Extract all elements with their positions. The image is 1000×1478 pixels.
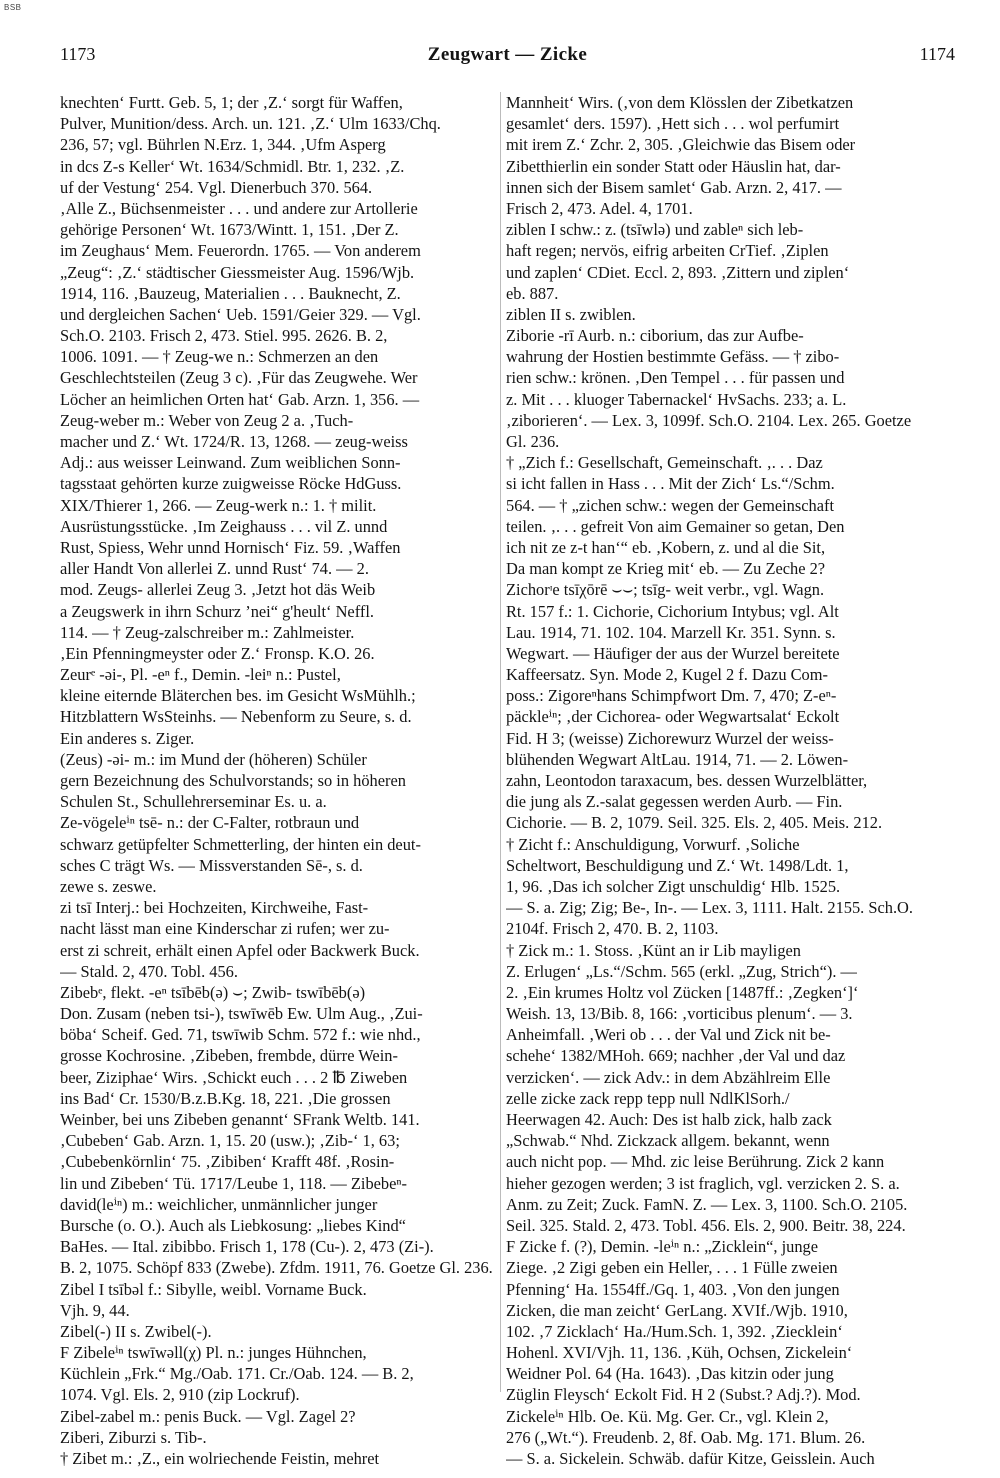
text-line: Pfenning‘ Ha. 1554ff./Gq. 1, 403. ‚Von den jungen [506,1279,840,1299]
text-line: ziblen II s. zwiblen. [506,304,636,324]
text-line: haft regen; nervös, eifrig arbeiten CrTief. ‚Ziplen [506,241,829,261]
text-line: sches C trägt Ws. — Missverstanden Sē-, s. d. [60,855,363,875]
text-line: innen sich der Bisem samlet‘ Gab. Arzn. 2, 417. — [506,177,842,197]
text-line: Ausrüstungsstücke. ‚Im Zeighauss . . . vil Z. unnd [60,516,388,536]
text-line: david(leⁱⁿ) m.: weichlicher, unmännlicher junger [60,1194,378,1214]
text-line: päckleⁱⁿ; ‚der Cichorea- oder Wegwartsalat‘ Eckolt [506,707,840,727]
text-line: Bursche (o. O.). Auch als Liebkosung: „liebes Kind“ [60,1215,406,1235]
text-line: 114. — † Zeug-zalschreiber m.: Zahlmeister. [60,622,355,642]
text-line: Heerwagen 42. Auch: Des ist halb zick, halb zack [506,1110,832,1129]
text-line: 1914, 116. ‚Bauzeug, Materialien . . . Bauknecht, Z. [60,283,401,303]
text-line: Ziege. ‚2 Zigi geben ein Heller, . . . 1 Fülle zweien [506,1258,838,1278]
text-line: „Zeug“: ‚Z.‘ städtischer Giessmeister Aug. 1596/Wjb. [60,262,415,282]
text-line: zahn, Leontodon taraxacum, bes. dessen Wurzelblätter, [506,771,868,790]
text-line: † Zick m.: 1. Stoss. ‚Künt an ir Lib mayligen [506,940,801,960]
text-line: B. 2, 1075. Schöpf 833 (Zwebe). Zfdm. 1911, 76. Goetze Gl. 236. [60,1258,493,1278]
text-line: ‚Alle Z., Büchsenmeister . . . und andere zur Artollerie [60,198,418,218]
text-line: Züglin Fleysch‘ Eckolt Fid. H 2 (Subst.? Adj.?). Mod. [506,1385,861,1405]
text-line: F Zibeleⁱⁿ tswīwəll(χ) Pl. n.: junges Hühnchen, [60,1343,367,1363]
text-line: verzicken‘. — zick Adv.: in dem Abzählreim Elle [506,1067,831,1087]
text-line: ‚Cubebenkörnlin‘ 75. ‚Zibiben‘ Krafft 48f. ‚Rosin- [60,1152,395,1172]
text-line: 276 („Wt.“). Freudenb. 2, 8f. Oab. Mg. 171. Blum. 26. [506,1427,866,1447]
text-line: „Schwab.“ Nhd. Zickzack allgem. bekannt, wenn [506,1131,830,1151]
text-line: Mannheit‘ Wirs. (‚von dem Klösslen der Zibetkatzen [506,93,854,112]
text-line: böba‘ Scheif. Ged. 71, tswīwib Schm. 572 f.: wie nhd., [60,1025,421,1045]
page-number-left: 1173 [60,44,96,64]
text-line: und dergleichen Sachen‘ Ueb. 1591/Geier 329. — Vgl. [60,304,421,324]
text-line: kleine eiternde Bläterchen bes. im Gesicht WsMühlh.; [60,686,416,706]
text-line: 2. ‚Ein krumes Holtz vol Zücken [1487ff.: ‚Zegken‘]‘ [506,982,859,1002]
text-line: Ze-vögeleⁱⁿ tsē- n.: der C-Falter, rotbraun und [60,813,360,833]
text-line: Anheimfall. ‚Weri ob . . . der Val und Zick nit be- [506,1025,831,1045]
text-line: auch nicht pop. — Mhd. zic leise Berührung. Zick 2 kann [506,1152,885,1172]
text-line: Weinber, bei uns Zibeben genannt‘ SFrank Weltb. 141. [60,1110,420,1129]
text-line: beer, Ziziphae‘ Wirs. ‚Schickt euch . . . 2 ℔ Ziweben [60,1067,408,1087]
text-line: mit irem Z.‘ Zchr. 2, 305. ‚Gleichwie das Bisem oder [506,135,856,155]
text-line: Zibel I tsībəl f.: Sibylle, weibl. Vorname Buck. [60,1279,367,1299]
text-line: Zeug-weber m.: Weber von Zeug 2 a. ‚Tuch- [60,410,354,430]
text-line: a Zeugswerk in ihrn Schurz ’nei“ g'heult‘ Neffl. [60,601,374,621]
text-line: Ziborie -rī Aurb. n.: ciborium, das zur Aufbe- [506,326,804,346]
library-stamp: BSB [4,3,22,12]
text-line: Küchlein „Frk.“ Mg./Oab. 171. Cr./Oab. 124. — B. 2, [60,1364,414,1384]
text-line: Weidner Pol. 64 (Ha. 1643). ‚Das kitzin oder jung [506,1364,834,1384]
text-line: Zibel-zabel m.: penis Buck. — Vgl. Zagel 2? [60,1406,356,1426]
text-line: 1074. Vgl. Els. 2, 910 (zip Lockruf). [60,1385,300,1405]
text-line: Zibebᵉ, flekt. -eⁿ tsībēb(ə) ⌣; Zwib- tswībēb(ə) [60,982,366,1002]
text-line: blühenden Wegwart AltLau. 1914, 71. — 2. Löwen- [506,749,849,769]
text-line: Weish. 13, 13/Bib. 8, 166: ‚vorticibus plenum‘. — 3. [506,1004,853,1024]
text-line: Zeurᵉ -əi-, Pl. -eⁿ f., Demin. -leiⁿ n.: Pustel, [60,665,341,685]
text-line: uf der Vestung‘ 254. Vgl. Dienerbuch 370. 564. [60,177,373,197]
text-line: Rust, Spiess, Wehr unnd Hornisch‘ Fiz. 59. ‚Waffen [60,537,401,557]
text-line: Ziberi, Ziburzi s. Tib-. [60,1427,207,1447]
text-line: hieher gezogen werden; 3 ist fraglich, vgl. verzicken 2. S. a. [506,1173,900,1193]
text-line: 1006. 1091. — † Zeug-we n.: Schmerzen an den [60,347,379,367]
text-line: Frisch 2, 473. Adel. 4, 1701. [506,198,693,218]
text-line: ‚ziborieren‘. — Lex. 3, 1099f. Sch.O. 2104. Lex. 265. Goetze [506,410,912,430]
text-line: ich nit ze z-t han‘“ eb. ‚Kobern, z. und al die Sit, [506,537,826,557]
text-line: und zaplen‘ CDiet. Eccl. 2, 893. ‚Zittern und ziplen‘ [506,262,850,282]
text-line: Seil. 325. Stald. 2, 473. Tobl. 456. Els. 2, 900. Beitr. 38, 224. [506,1215,906,1235]
text-line: Don. Zusam (neben tsi-), tswīwēb Ew. Ulm Aug., ‚Zui- [60,1004,423,1024]
text-line: gehörige Personen‘ Wt. 1673/Wintt. 1, 151. ‚Der Z. [60,220,399,240]
text-line: Geschlechtsteilen (Zeug 3 c). ‚Für das Zeugwehe. Wer [60,368,418,388]
right-column [506,92,954,1469]
text-line: — Stald. 2, 470. Tobl. 456. [60,961,238,981]
text-line: tagsstaat gehörten kurze zuigweisse Röcke HdGuss. [60,474,402,494]
text-line: Wegwart. — Häufiger der aus der Wurzel bereitete [506,643,840,663]
text-line: Zibetthierlin ein sonder Statt oder Häuslin hat, dar- [506,156,841,176]
text-line: Fid. H 3; (weisse) Zichorewurz Wurzel der weiss- [506,728,834,748]
text-line: F Zicke f. (?), Demin. -leⁱⁿ n.: „Zicklein“, junge [506,1237,819,1257]
text-line: ins Bad‘ Cr. 1530/B.z.B.Kg. 18, 221. ‚Die grossen [60,1088,391,1108]
text-line: Hohenl. XVI/Vjh. 11, 136. ‚Küh, Ochsen, Zickelein‘ [506,1343,853,1363]
text-line: Zickeleⁱⁿ Hlb. Oe. Kü. Mg. Ger. Cr., vgl. Klein 2, [506,1406,829,1426]
text-line: 2104f. Frisch 2, 470. B. 2, 1103. [506,919,719,939]
text-line: Z. Erlugen‘ „Ls.“/Schm. 565 (erkl. „Zug, Strich“). — [506,961,857,981]
text-line: knechten‘ Furtt. Geb. 5, 1; der ‚Z.‘ sorgt für Waffen, [60,93,403,112]
page-header [60,44,955,72]
text-line: † Zibet m.: ‚Z., ein wolriechende Feistin, mehret [60,1449,380,1468]
text-line: 1, 96. ‚Das ich solcher Zigt unschuldig‘ Hlb. 1525. [506,876,841,896]
text-line: lin und Zibeben‘ Tü. 1717/Leube 1, 118. — Zibebeⁿ- [60,1173,408,1193]
left-column [60,92,496,1469]
text-line: Gl. 236. [506,432,560,451]
text-line: erst zi schreit, erhält einen Apfel oder Backwerk Buck. [60,940,420,960]
text-line: Schulen St., Schullehrerseminar Es. u. a. [60,792,327,812]
text-line: ziblen I schw.: z. (tsīwlə) und zableⁿ sich leb- [506,220,804,240]
text-line: Zibel(-) II s. Zwibel(-). [60,1321,212,1341]
text-line: Lau. 1914, 71. 102. 104. Marzell Kr. 351. Synn. s. [506,622,836,642]
text-line: macher und Z.‘ Wt. 1724/R. 13, 1268. — zeug-weiss [60,432,408,451]
text-line: (Zeus) -əi- m.: im Mund der (höheren) Schüler [60,749,367,769]
running-title: Zeugwart — Zicke [427,44,588,65]
text-line: gesamlet‘ ders. 1597). ‚Hett sich . . . wol perfumirt [506,114,840,134]
text-line: nacht lässt man eine Kinderschar zi rufen; wer zu- [60,919,390,939]
text-line: 564. — † „zichen schw.: wegen der Gemeinschaft [506,495,834,515]
text-line: poss.: Zigoreⁿhans Schimpfwort Dm. 7, 470; Z-eⁿ- [506,686,837,706]
text-line: teilen. ‚. . . gefreit Von aim Gemainer so getan, Den [506,516,845,536]
text-line: ‚Cubeben‘ Gab. Arzn. 1, 15. 20 (usw.); ‚Zib-‘ 1, 63; [60,1131,400,1151]
text-line: 236, 57; vgl. Bührlen N.Erz. 1, 344. ‚Ufm Asperg [60,135,386,155]
text-line: schwarz getüpfelter Schmetterling, der hinten ein deut- [60,834,421,854]
text-line: — S. a. Zig; Zig; Be-, In-. — Lex. 3, 1111. Halt. 2155. Sch.O. [506,898,913,918]
text-line: si icht fallen in Hass . . . Mit der Zich‘ Ls.“/Schm. [506,474,835,494]
text-line: Löcher an heimlichen Orten hat‘ Gab. Arzn. 1, 356. — [60,389,420,409]
text-line: Kaffeersatz. Syn. Mode 2, Kugel 2 f. Dazu Com- [506,665,828,685]
text-line: die jung als Z.-salat gegessen werden Aurb. — Fin. [506,792,843,812]
text-line: Zicken, die man zeicht‘ GerLang. XVIf./Wjb. 1910, [506,1300,848,1320]
text-line: BaHes. — Ital. zibibbo. Frisch 1, 178 (Cu-). 2, 473 (Zi-). [60,1237,434,1257]
text-line: Sch.O. 2103. Frisch 2, 473. Stiel. 995. 2626. B. 2, [60,326,388,346]
text-line: Vjh. 9, 44. [60,1300,130,1320]
text-line: zi tsī Interj.: bei Hochzeiten, Kirchweihe, Fast- [60,898,369,918]
text-line: ‚Ein Pfenningmeyster oder Z.‘ Fronsp. K.O. 26. [60,643,375,663]
text-line: zewe s. zeswe. [60,876,157,896]
text-line: Hitzblattern WsSteinhs. — Nebenform zu Seure, s. d. [60,707,412,727]
text-line: rien schw.: krönen. ‚Den Tempel . . . für passen und [506,368,845,388]
text-line: gern Bezeichnung des Schulvorstands; so in höheren [60,771,406,790]
text-line: wahrung der Hostien bestimmte Gefäss. — † zibo- [506,347,840,367]
column-divider [500,92,501,1392]
text-line: † „Zich f.: Gesellschaft, Gemeinschaft. ‚. . . Daz [506,453,823,473]
text-line: Adj.: aus weisser Leinwand. Zum weiblichen Sonn- [60,453,401,473]
text-line: Zichorᶦe tsīχōrē ⌣⌣; tsīg- weit verbr., vgl. Wagn. [506,580,825,600]
text-line: Rt. 157 f.: 1. Cichorie, Cichorium Intybus; vgl. Alt [506,601,839,621]
text-line: † Zicht f.: Anschuldigung, Vorwurf. ‚Soliche [506,834,800,854]
text-line: Ein anderes s. Ziger. [60,728,195,748]
text-line: aller Handt Von allerlei Z. unnd Rust‘ 74. — 2. [60,559,369,579]
text-line: 102. ‚7 Zicklach‘ Ha./Hum.Sch. 1, 392. ‚Ziecklein‘ [506,1321,843,1341]
text-line: mod. Zeugs- allerlei Zeug 3. ‚Jetzt hot däs Weib [60,580,376,600]
text-line: — S. a. Sickelein. Schwäb. dafür Kitze, Geisslein. Auch [506,1449,875,1468]
text-line: im Zeughaus‘ Mem. Feuerordn. 1765. — Von anderem [60,241,421,261]
text-line: zelle zicke zack repp tepp null NdlKlSorh./ [506,1088,790,1108]
text-line: Pulver, Munition/dess. Arch. un. 121. ‚Z.‘ Ulm 1633/Chq. [60,114,441,134]
page-number-right: 1174 [919,44,955,64]
text-line: Scheltwort, Beschuldigung und Z.‘ Wt. 1498/Ldt. 1, [506,855,849,875]
text-line: schehe‘ 1382/MHoh. 669; nachher ‚der Val und daz [506,1046,846,1066]
text-line: Da man kompt ze Krieg mit‘ eb. — Zu Zeche 2? [506,559,826,579]
text-line: XIX/Thierer 1, 266. — Zeug-werk n.: 1. † milit. [60,495,377,515]
text-line: z. Mit . . . kluoger Tabernackel‘ HvSachs. 233; a. L. [506,389,847,409]
text-line: eb. 887. [506,283,559,303]
text-line: Cichorie. — B. 2, 1079. Seil. 325. Els. 2, 405. Meis. 212. [506,813,883,833]
text-line: in dcs Z-s Keller‘ Wt. 1634/Schmidl. Btr. 1, 232. ‚Z. [60,156,405,176]
text-line: grosse Kochrosine. ‚Zibeben, frembde, dürre Wein- [60,1046,398,1066]
text-line: Anm. zu Zeit; Zuck. FamN. Z. — Lex. 3, 1100. Sch.O. 2105. [506,1194,908,1214]
